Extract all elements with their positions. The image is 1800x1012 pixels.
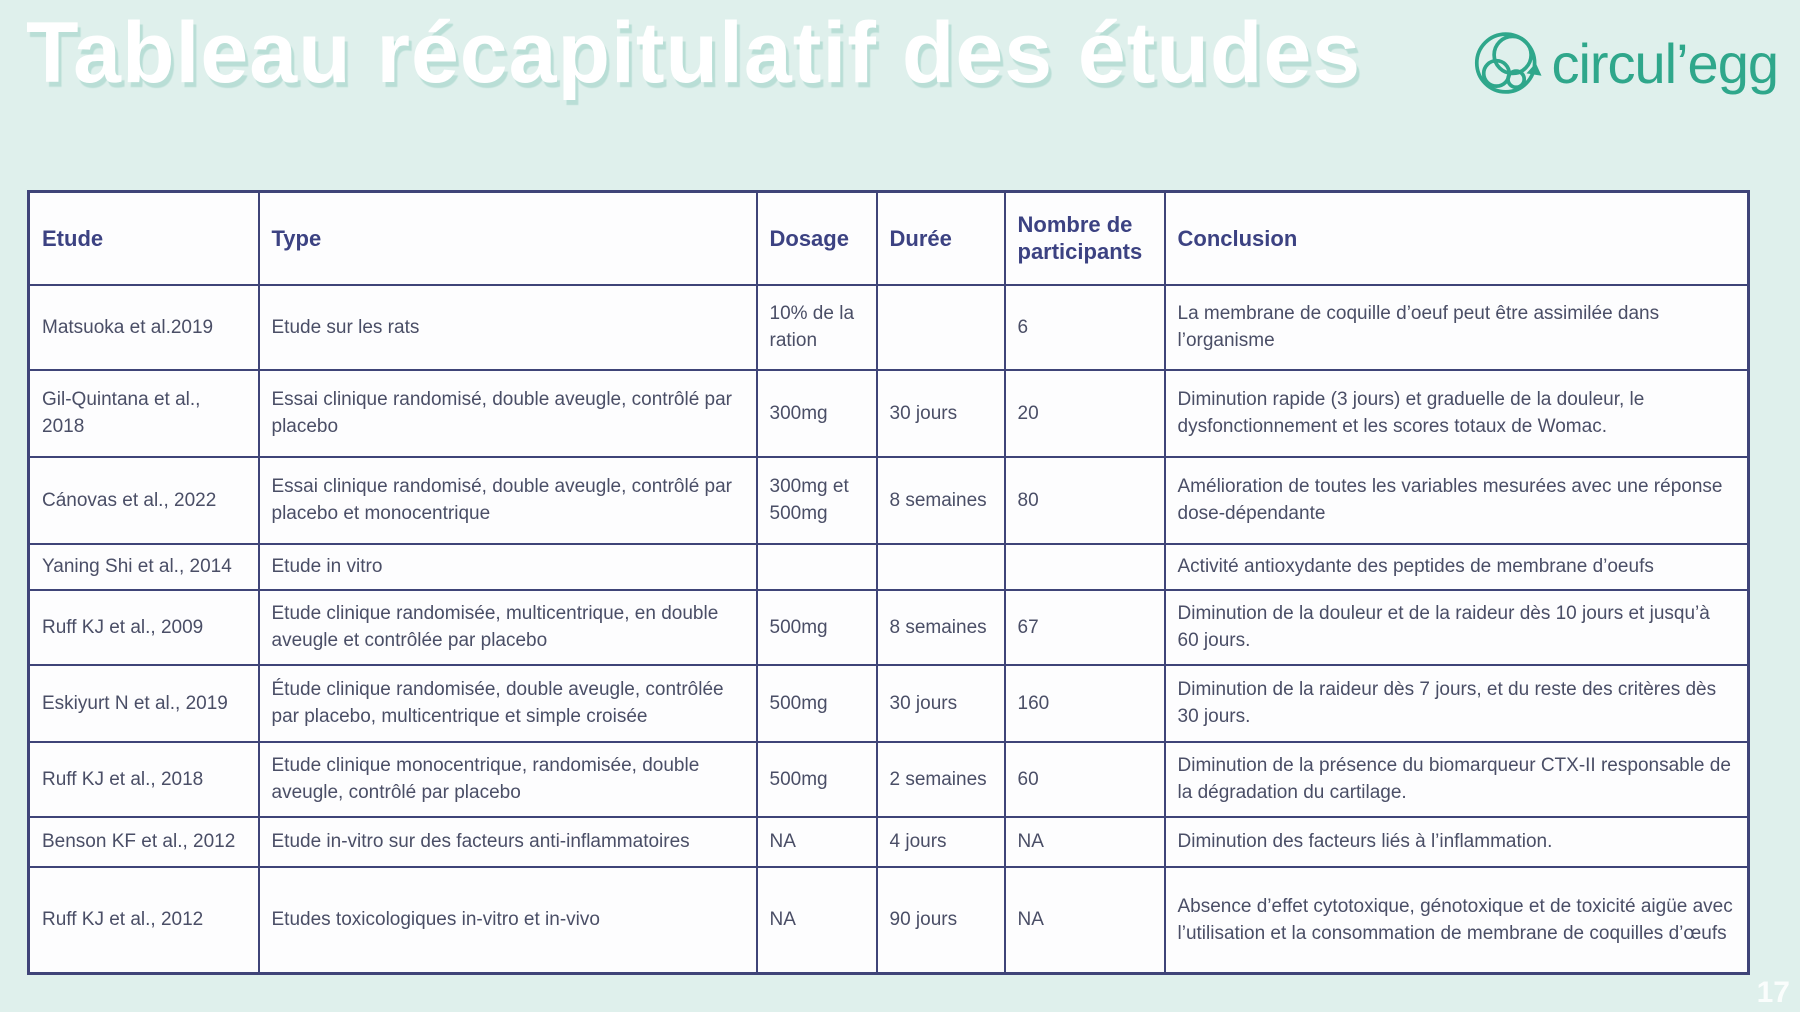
col-header-dosage: Dosage [757,192,877,285]
table-row-canovas-2022 [29,457,1749,544]
table-row-matsuoka-2019 [29,285,1749,370]
page-title: Tableau récapitulatif des études [26,5,1362,101]
cell-participants: 160 [1005,665,1165,742]
cell-participants: 60 [1005,742,1165,817]
cell-etude: Ruff KJ et al., 2018 [29,742,259,817]
cell-dosage: 300mg [757,370,877,457]
table-row-ruff-2012 [29,867,1749,974]
cell-conclusion: Amélioration de toutes les variables mesurées avec une réponse dose-dépendante [1165,457,1749,544]
cell-dosage: 500mg [757,665,877,742]
cell-duree: 8 semaines [877,457,1005,544]
cell-type: Etudes toxicologiques in-vitro et in-vivo [259,867,757,974]
cell-type: Etude clinique monocentrique, randomisée, double aveugle, contrôlé par placebo [259,742,757,817]
cell-participants: 67 [1005,590,1165,665]
cell-conclusion: Diminution rapide (3 jours) et graduelle de la douleur, le dysfonctionnement et les scores totaux de Womac. [1165,370,1749,457]
cell-etude: Gil-Quintana et al., 2018 [29,370,259,457]
table-header-row [29,192,1749,285]
cell-duree [877,285,1005,370]
cell-type: Etude in-vitro sur des facteurs anti-inflammatoires [259,817,757,867]
cell-etude: Eskiyurt N et al., 2019 [29,665,259,742]
cell-type: Essai clinique randomisé, double aveugle, contrôlé par placebo et monocentrique [259,457,757,544]
table-row-ruff-2009 [29,590,1749,665]
col-header-participants: Nombre de participants [1005,192,1165,285]
cell-participants: 20 [1005,370,1165,457]
cell-dosage: 10% de la ration [757,285,877,370]
cell-duree: 2 semaines [877,742,1005,817]
cell-etude: Cánovas et al., 2022 [29,457,259,544]
cell-participants [1005,544,1165,590]
table-row-gil-quintana-2018 [29,370,1749,457]
studies-summary-table [27,190,1750,975]
cell-type: Étude clinique randomisée, double aveugle, contrôlée par placebo, multicentrique et simple croisée [259,665,757,742]
cell-dosage: 500mg [757,742,877,817]
cell-dosage: 500mg [757,590,877,665]
cell-duree [877,544,1005,590]
cell-etude: Ruff KJ et al., 2012 [29,867,259,974]
cell-duree: 4 jours [877,817,1005,867]
col-header-conclusion: Conclusion [1165,192,1749,285]
cell-participants: NA [1005,867,1165,974]
cell-participants: 80 [1005,457,1165,544]
cell-conclusion: Diminution de la douleur et de la raideur dès 10 jours et jusqu’à 60 jours. [1165,590,1749,665]
col-header-type: Type [259,192,757,285]
cell-conclusion: Diminution des facteurs liés à l’inflammation. [1165,817,1749,867]
cell-etude: Benson KF et al., 2012 [29,817,259,867]
cell-participants: NA [1005,817,1165,867]
cell-conclusion: La membrane de coquille d’oeuf peut être assimilée dans l’organisme [1165,285,1749,370]
cell-conclusion: Absence d’effet cytotoxique, génotoxique et de toxicité aigüe avec l’utilisation et la consommation de membrane de coquilles d’œufs [1165,867,1749,974]
cell-conclusion: Diminution de la présence du biomarqueur CTX-II responsable de la dégradation du cartilage. [1165,742,1749,817]
page-number: 17 [1756,976,1790,1009]
table-row-eskiyurt-2019 [29,665,1749,742]
cell-conclusion: Activité antioxydante des peptides de membrane d’oeufs [1165,544,1749,590]
cell-dosage: NA [757,867,877,974]
table-row-ruff-2018 [29,742,1749,817]
cell-participants: 6 [1005,285,1165,370]
cell-type: Etude sur les rats [259,285,757,370]
cell-duree: 90 jours [877,867,1005,974]
cell-type: Etude in vitro [259,544,757,590]
col-header-duree: Durée [877,192,1005,285]
cell-etude: Matsuoka et al.2019 [29,285,259,370]
cell-type: Etude clinique randomisée, multicentrique, en double aveugle et contrôlée par placebo [259,590,757,665]
table-row-benson-2012 [29,817,1749,867]
cell-duree: 30 jours [877,370,1005,457]
cell-etude: Yaning Shi et al., 2014 [29,544,259,590]
cell-duree: 30 jours [877,665,1005,742]
table-row-yaning-shi-2014 [29,544,1749,590]
cell-dosage: NA [757,817,877,867]
cell-etude: Ruff KJ et al., 2009 [29,590,259,665]
cell-duree: 8 semaines [877,590,1005,665]
cell-conclusion: Diminution de la raideur dès 7 jours, et du reste des critères dès 30 jours. [1165,665,1749,742]
cell-dosage [757,544,877,590]
circulegg-egg-cycle-icon [1471,26,1545,100]
circulegg-logo [1471,26,1778,100]
cell-type: Essai clinique randomisé, double aveugle, contrôlé par placebo [259,370,757,457]
col-header-etude: Etude [29,192,259,285]
cell-dosage: 300mg et 500mg [757,457,877,544]
circulegg-logo-text: circul’egg [1551,31,1778,95]
